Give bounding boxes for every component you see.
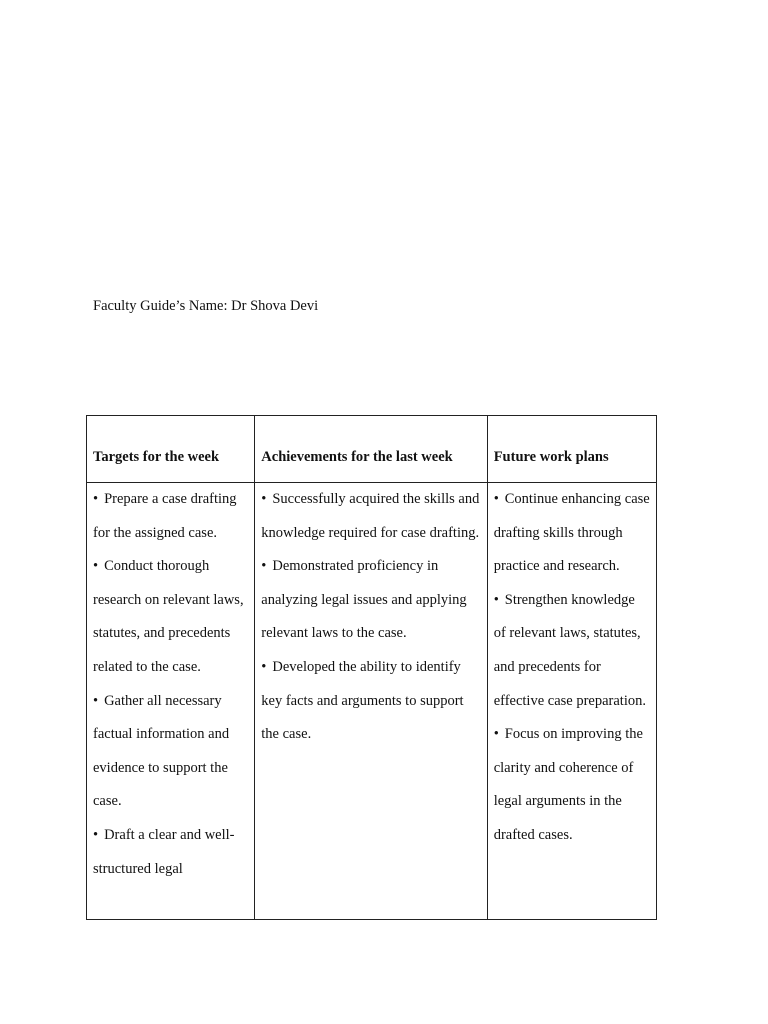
targets-list xyxy=(93,483,248,886)
list-item: • Successfully acquired the skills and knowledge required for case drafting. xyxy=(261,483,480,550)
faculty-guide-label: Faculty Guide’s Name: xyxy=(93,298,228,314)
list-item: • Conduct thorough research on relevant laws, statutes, and precedents related to the case. xyxy=(93,550,248,684)
list-item: • Strengthen knowledge of relevant laws, statutes, and precedents for effective case preparation. xyxy=(494,584,650,718)
bullet-icon: • xyxy=(261,491,267,507)
faculty-guide-name: Dr Shova Devi xyxy=(231,298,319,314)
bullet-icon: • xyxy=(93,558,99,575)
list-item: • Gather all necessary factual information and evidence to support the case. xyxy=(93,685,248,819)
header-targets: Targets for the week xyxy=(87,416,255,483)
header-future-plans: Future work plans xyxy=(487,416,656,483)
list-item: • Draft a clear and well-structured legal xyxy=(93,819,248,886)
bullet-icon: • xyxy=(493,726,499,743)
bullet-icon: • xyxy=(93,491,99,507)
list-item: • Developed the ability to identify key facts and arguments to support the case. xyxy=(261,651,480,752)
table-header-row xyxy=(87,416,657,483)
bullet-icon: • xyxy=(493,491,499,507)
targets-cell xyxy=(87,483,255,920)
future-plans-cell xyxy=(487,483,656,920)
achievements-list xyxy=(261,483,480,752)
header-achievements: Achievements for the last week xyxy=(255,416,487,483)
faculty-guide-line xyxy=(93,296,318,316)
achievements-cell xyxy=(255,483,487,920)
weekly-report-table xyxy=(86,415,657,920)
bullet-icon: • xyxy=(493,591,499,608)
bullet-icon: • xyxy=(261,658,267,675)
list-item: • Demonstrated proficiency in analyzing legal issues and applying relevant laws to the case. xyxy=(261,550,480,651)
future-plans-list xyxy=(494,483,650,853)
bullet-icon: • xyxy=(261,558,267,575)
list-item: • Prepare a case drafting for the assigned case. xyxy=(93,483,248,550)
list-item: • Focus on improving the clarity and coherence of legal arguments in the drafted cases. xyxy=(494,718,650,852)
bullet-icon: • xyxy=(93,826,99,843)
table-body-row xyxy=(87,483,657,920)
list-item: • Continue enhancing case drafting skills through practice and research. xyxy=(494,483,650,584)
bullet-icon: • xyxy=(93,692,99,709)
